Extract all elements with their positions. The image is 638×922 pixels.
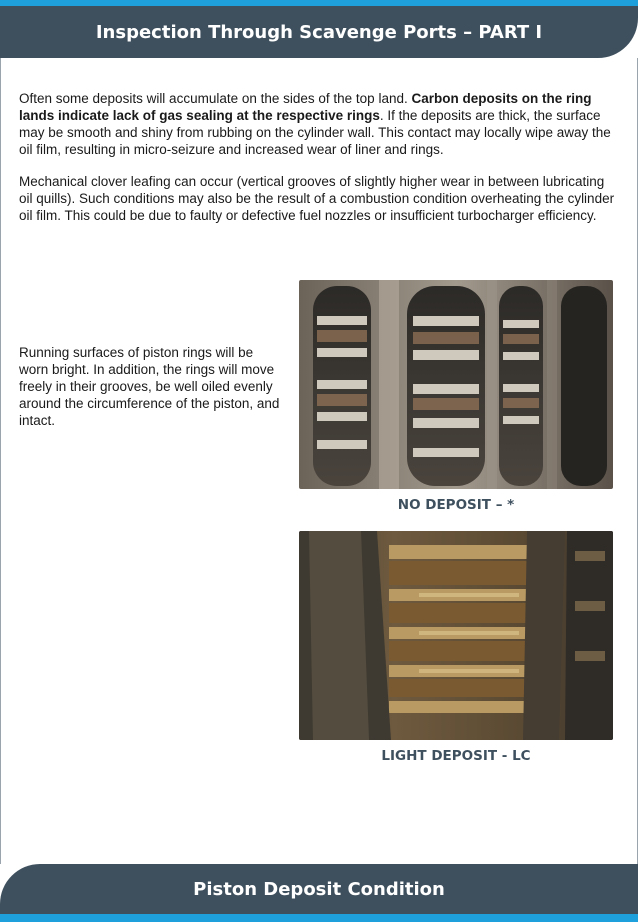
light-deposit-photo: [299, 531, 613, 740]
no-deposit-photo: [299, 280, 613, 489]
no-deposit-photo-image: [299, 280, 613, 489]
intro-p1-bold-text: Carbon deposits on the ring lands indicate lack of gas sealing at the respective rings: [19, 91, 592, 123]
light-deposit-photo-image: [299, 531, 613, 740]
light-deposit-caption: LIGHT DEPOSIT - LC: [381, 748, 531, 764]
intro-paragraph-2: Mechanical clover leafing can occur (vertical grooves of slightly higher wear in between lubricating oil quills). Such conditions may also be the result of a combustion condition overheating the cylinder oil film. This could be due to faulty or defective fuel nozzles or insufficient turbocharger efficiency.: [19, 174, 615, 223]
bottom-accent-stripe: [0, 914, 638, 922]
page-footer: [0, 864, 638, 914]
piston-rings-description: Running surfaces of piston rings will be worn bright. In addition, the rings will move freely in their grooves, be well oiled evenly around the circumference of the piston, and intact.: [19, 345, 280, 428]
frame-left-border: [0, 58, 1, 864]
page-title: Inspection Through Scavenge Ports – PART I: [95, 21, 543, 43]
intro-paragraph-1: [19, 90, 619, 158]
page-header: [0, 6, 638, 58]
intro-p1-text-start: Often some deposits will accumulate on the sides of the top land.: [19, 91, 412, 106]
intro-p1-text-end: . If the deposits are thick, the surface may be smooth and shiny from rubbing on the cylinder wall. This contact may locally wipe away the oil film, resulting in micro-seizure and increased wear of liner and rings.: [19, 108, 611, 157]
footer-title: Piston Deposit Condition: [193, 878, 445, 900]
no-deposit-caption: NO DEPOSIT – *: [397, 497, 515, 513]
